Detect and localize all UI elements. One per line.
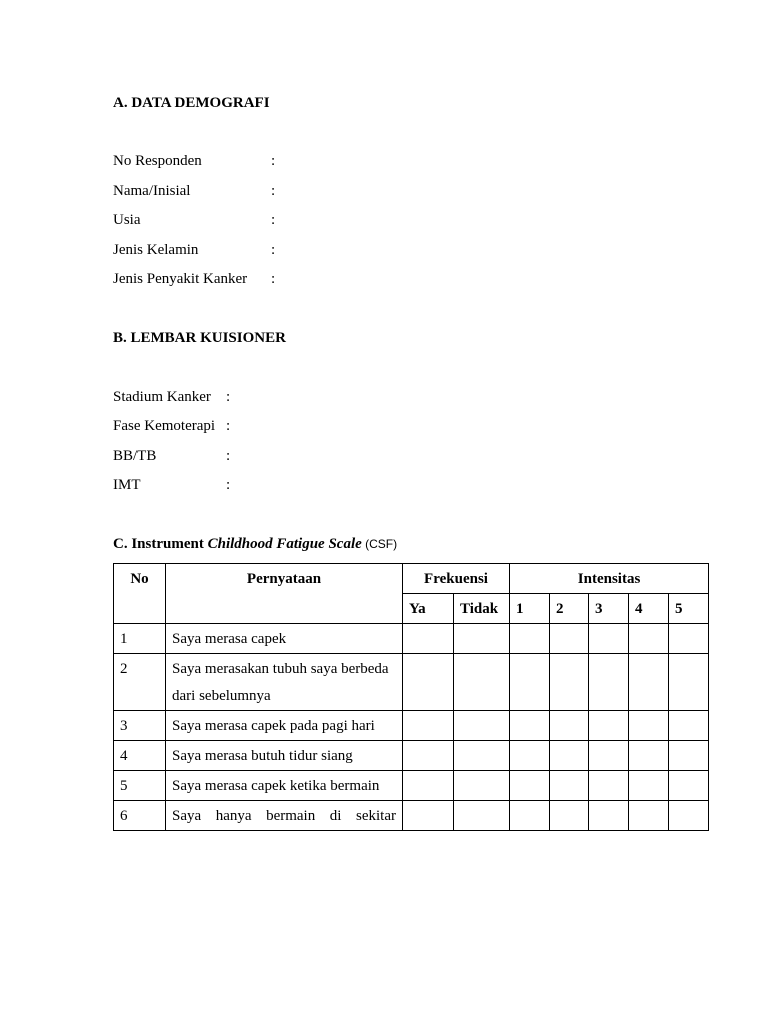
answer-cell-no[interactable] xyxy=(454,711,510,741)
answer-cell-no[interactable] xyxy=(454,654,510,711)
answer-cell-scale-2[interactable] xyxy=(550,654,589,711)
field-label-jenis-kelamin: Jenis Kelamin xyxy=(113,242,199,258)
csf-table xyxy=(113,563,709,831)
field-colon: : xyxy=(271,271,276,287)
answer-cell-scale-4[interactable] xyxy=(629,654,669,711)
header-no-answer: Tidak xyxy=(454,594,510,624)
answer-cell-no[interactable] xyxy=(454,624,510,654)
answer-cell-scale-4[interactable] xyxy=(629,741,669,771)
answer-cell-scale-5[interactable] xyxy=(669,654,709,711)
field-label-bb-tb: BB/TB xyxy=(113,448,157,464)
answer-cell-scale-1[interactable] xyxy=(510,771,550,801)
table-header-row xyxy=(114,564,709,594)
answer-cell-scale-1[interactable] xyxy=(510,711,550,741)
field-colon: : xyxy=(271,183,276,199)
answer-cell-yes[interactable] xyxy=(403,624,454,654)
field-colon: : xyxy=(226,389,231,405)
answer-cell-scale-3[interactable] xyxy=(589,654,629,711)
section-a-heading: A. DATA DEMOGRAFI xyxy=(113,95,270,111)
answer-cell-yes[interactable] xyxy=(403,654,454,711)
row-statement: Saya merasa capek ketika bermain xyxy=(166,771,403,801)
field-label-imt: IMT xyxy=(113,477,141,493)
answer-cell-yes[interactable] xyxy=(403,801,454,831)
section-c-heading-title: Childhood Fatigue Scale xyxy=(207,536,362,552)
section-c-heading xyxy=(113,535,397,553)
answer-cell-yes[interactable] xyxy=(403,711,454,741)
answer-cell-scale-3[interactable] xyxy=(589,711,629,741)
answer-cell-scale-1[interactable] xyxy=(510,624,550,654)
answer-cell-no[interactable] xyxy=(454,801,510,831)
answer-cell-scale-2[interactable] xyxy=(550,741,589,771)
answer-cell-scale-3[interactable] xyxy=(589,801,629,831)
field-colon: : xyxy=(271,212,276,228)
answer-cell-scale-5[interactable] xyxy=(669,771,709,801)
header-scale-2: 2 xyxy=(550,594,589,624)
table-row xyxy=(114,771,709,801)
row-number: 1 xyxy=(114,624,166,654)
answer-cell-scale-4[interactable] xyxy=(629,711,669,741)
header-yes: Ya xyxy=(403,594,454,624)
answer-cell-scale-3[interactable] xyxy=(589,771,629,801)
answer-cell-scale-4[interactable] xyxy=(629,624,669,654)
row-statement xyxy=(166,654,403,711)
answer-cell-scale-5[interactable] xyxy=(669,801,709,831)
table-row xyxy=(114,741,709,771)
table-row xyxy=(114,624,709,654)
row-number: 6 xyxy=(114,801,166,831)
field-label-fase-kemoterapi: Fase Kemoterapi xyxy=(113,418,216,434)
answer-cell-scale-1[interactable] xyxy=(510,741,550,771)
answer-cell-scale-5[interactable] xyxy=(669,624,709,654)
answer-cell-scale-5[interactable] xyxy=(669,711,709,741)
header-statement: Pernyataan xyxy=(166,564,403,624)
row-statement: Saya merasa capek xyxy=(166,624,403,654)
field-label-usia: Usia xyxy=(113,212,141,228)
answer-cell-scale-2[interactable] xyxy=(550,801,589,831)
field-colon: : xyxy=(271,242,276,258)
field-label-jenis-penyakit-kanker: Jenis Penyakit Kanker xyxy=(113,271,248,287)
answer-cell-scale-2[interactable] xyxy=(550,711,589,741)
row-statement: Saya merasa butuh tidur siang xyxy=(166,741,403,771)
answer-cell-yes[interactable] xyxy=(403,741,454,771)
answer-cell-scale-1[interactable] xyxy=(510,801,550,831)
table-row xyxy=(114,654,709,711)
answer-cell-scale-2[interactable] xyxy=(550,624,589,654)
answer-cell-scale-2[interactable] xyxy=(550,771,589,801)
field-colon: : xyxy=(226,418,231,434)
section-b-heading: B. LEMBAR KUISIONER xyxy=(113,330,286,346)
section-c-heading-abbrev: (CSF) xyxy=(361,537,398,551)
row-number: 4 xyxy=(114,741,166,771)
answer-cell-scale-5[interactable] xyxy=(669,741,709,771)
section-c-heading-prefix: C. Instrument xyxy=(113,536,208,552)
answer-cell-no[interactable] xyxy=(454,741,510,771)
row-statement: Saya merasa capek pada pagi hari xyxy=(166,711,403,741)
row-statement: Saya hanya bermain di sekitar xyxy=(166,801,403,831)
header-scale-5: 5 xyxy=(669,594,709,624)
field-colon: : xyxy=(226,448,231,464)
header-scale-3: 3 xyxy=(589,594,629,624)
row-statement-line: dari sebelumnya xyxy=(172,688,271,704)
header-scale-4: 4 xyxy=(629,594,669,624)
answer-cell-scale-3[interactable] xyxy=(589,741,629,771)
table-row xyxy=(114,801,709,831)
answer-cell-yes[interactable] xyxy=(403,771,454,801)
table-row xyxy=(114,711,709,741)
row-number: 2 xyxy=(114,654,166,711)
row-statement-line: Saya merasakan tubuh saya berbeda xyxy=(172,661,389,677)
answer-cell-scale-1[interactable] xyxy=(510,654,550,711)
answer-cell-scale-4[interactable] xyxy=(629,771,669,801)
answer-cell-scale-4[interactable] xyxy=(629,801,669,831)
row-number: 3 xyxy=(114,711,166,741)
field-label-no-responden: No Responden xyxy=(113,153,202,169)
header-scale-1: 1 xyxy=(510,594,550,624)
header-no: No xyxy=(114,564,166,624)
field-label-nama-inisial: Nama/Inisial xyxy=(113,183,191,199)
field-colon: : xyxy=(226,477,231,493)
header-intensity: Intensitas xyxy=(510,564,709,594)
field-label-stadium-kanker: Stadium Kanker xyxy=(113,389,211,405)
row-number: 5 xyxy=(114,771,166,801)
header-frequency: Frekuensi xyxy=(403,564,510,594)
answer-cell-scale-3[interactable] xyxy=(589,624,629,654)
answer-cell-no[interactable] xyxy=(454,771,510,801)
field-colon: : xyxy=(271,153,276,169)
